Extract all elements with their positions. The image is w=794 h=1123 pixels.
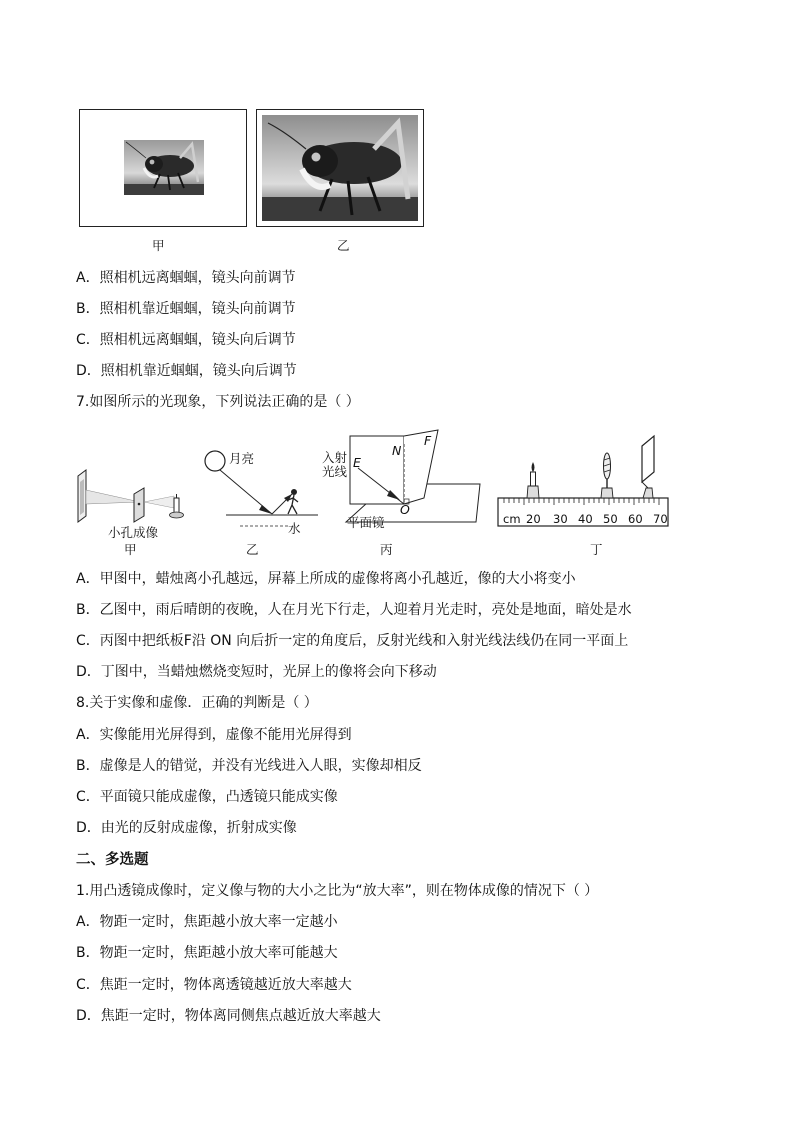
q8-option-c: C．平面镜只能成虚像，凸透镜只能成实像 [76, 789, 338, 805]
q7-option-a: A．甲图中，蜡烛离小孔越远，屏幕上所成的虚像将离小孔越近，像的大小将变小 [76, 571, 576, 587]
moon-icon [205, 451, 225, 471]
q6-option-a: A．照相机远离蝈蝈，镜头向前调节 [76, 270, 296, 286]
section-heading-multiple-choice: 二、多选题 [76, 852, 149, 868]
ruler-tick-70: 70 [653, 512, 668, 526]
q7-option-d: D．丁图中，当蜡烛燃烧变短时，光屏上的像将会向下移动 [76, 664, 437, 680]
figure-frame-yi [256, 109, 424, 227]
q8-option-d: D．由光的反射成虚像，折射成实像 [76, 820, 297, 836]
q7-option-c: C．丙图中把纸板F沿 ON 向后折一定的角度后，反射光线和入射光线法线仍在同一平面上 [76, 633, 629, 649]
moon-label: 月亮 [229, 451, 255, 466]
ruler-tick-30: 30 [553, 512, 568, 526]
figure-frame-jia [79, 109, 247, 227]
q6-option-b: B．照相机靠近蝈蝈，镜头向前调节 [76, 301, 296, 317]
ruler-tick-20: 20 [526, 512, 541, 526]
caption-yi: 乙 [337, 238, 350, 253]
q8-option-b: B．虚像是人的错觉，并没有光线进入人眼，实像却相反 [76, 758, 422, 774]
q7-stem: 7.如图所示的光现象，下列说法正确的是（ ） [76, 394, 360, 410]
point-o-label: O [400, 502, 410, 517]
m1-option-c: C．焦距一定时，物体离透镜越近放大率越大 [76, 977, 352, 993]
ruler-unit: cm [503, 512, 521, 526]
q6-option-c: C．照相机远离蝈蝈，镜头向后调节 [76, 332, 296, 348]
caption-jia: 甲 [152, 238, 165, 253]
m1-stem: 1.用凸透镜成像时，定义像与物的大小之比为“放大率”，则在物体成像的情况下（ ） [76, 883, 599, 899]
point-n-label: N [392, 443, 402, 458]
caption-ding-q7: 丁 [590, 542, 603, 557]
caption-yi-q7: 乙 [246, 542, 259, 557]
m1-option-d: D．焦距一定时，物体离同侧焦点越近放大率越大 [76, 1008, 381, 1024]
incident-label-2: 光线 [322, 464, 348, 479]
figure-pinhole [74, 468, 194, 528]
q8-stem: 8.关于实像和虚像．正确的判断是（ ） [76, 695, 318, 711]
incident-label-1: 入射 [322, 450, 348, 465]
q8-option-a: A．实像能用光屏得到，虚像不能用光屏得到 [76, 727, 352, 743]
q7-option-b: B．乙图中，雨后晴朗的夜晚，人在月光下行走，人迎着月光走时，亮处是地面，暗处是水 [76, 602, 632, 618]
grasshopper-photo-large [262, 115, 418, 221]
grasshopper-photo-small [124, 140, 204, 195]
ruler-tick-60: 60 [628, 512, 643, 526]
point-e-label: E [353, 455, 361, 470]
caption-jia-q7: 甲 [124, 542, 137, 557]
caption-bing-q7: 丙 [380, 542, 393, 557]
point-f-label: F [424, 433, 432, 448]
person-icon [291, 489, 297, 495]
pinhole-label: 小孔成像 [108, 525, 159, 540]
mirror-label: 平面镜 [347, 515, 385, 530]
water-label: 水 [288, 521, 301, 536]
m1-option-a: A．物距一定时，焦距越小放大率一定越小 [76, 914, 338, 930]
ruler-tick-50: 50 [603, 512, 618, 526]
figure-moon-water [200, 448, 320, 532]
q6-option-d: D．照相机靠近蝈蝈，镜头向后调节 [76, 363, 297, 379]
ruler-tick-40: 40 [578, 512, 593, 526]
m1-option-b: B．物距一定时，焦距越小放大率可能越大 [76, 945, 338, 961]
